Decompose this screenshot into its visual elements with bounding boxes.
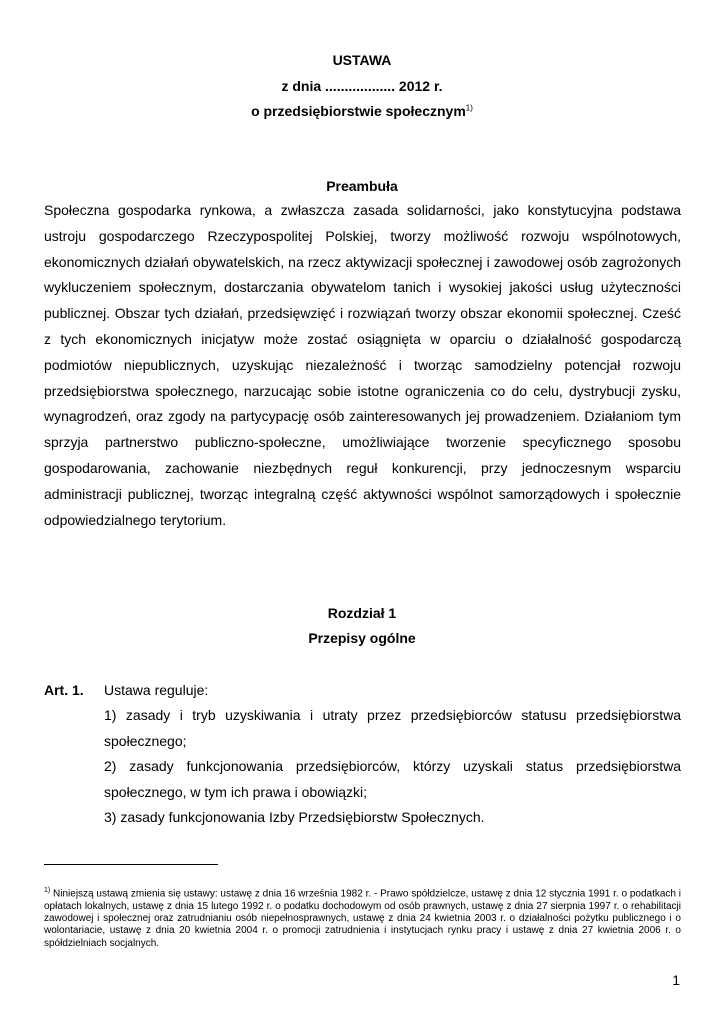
- act-subject-text: o przedsiębiorstwie społecznym: [251, 103, 466, 119]
- footnote-separator: [44, 864, 218, 865]
- footnote: [44, 885, 681, 950]
- chapter-title: Przepisy ogólne: [308, 630, 416, 646]
- act-subject: [44, 103, 680, 119]
- footnote-mark: 1): [44, 887, 51, 894]
- article-item-3: 3) zasady funkcjonowania Izby Przedsiębiorstw Społecznych.: [104, 809, 485, 825]
- preamble-text: Społeczna gospodarka rynkowa, a zwłaszcza zasada solidarności, jako konstytucyjna podstawa ustroju gospodarczego Rzeczypospolitej Polskiej, tworzy możliwość rozwoju wspólnotowych, ekonomicznych działań obywatelskich, na rzecz aktywizacji społecznej i zawodowej osób zagrożonych wykluczeniem społecznym, dostarczania obywatelom tanich i wysokiej jakości usług użyteczności publicznej. Obszar tych działań, przedsięwzięć i rozwiązań tworzy obszar ekonomii społecznej. Cześć z tych ekonomicznych inicjatyw może zostać osiągnięta w oparciu o działalność gospodarczą podmiotów niepublicznych, uzyskując niezależność i tworząc samodzielny potencjał rozwoju przedsiębiorstwa społecznego, narzucając sobie istotne ograniczenia co do celu, dystrybucji zysku, wynagrodzeń, oraz zgody na partycypację osób zainteresowanych jej prowadzeniem. Działaniom tym sprzyja partnerstwo publiczno-społeczne, umożliwiające tworzenie specyficznego sposobu gospodarowania, zachowanie niezbędnych reguł konkurencji, przy jednoczesnym wsparciu administracji publicznej, tworząc integralną część aktywności wspólnot samorządowych i społecznie odpowiedzialnego terytorium.: [44, 202, 681, 528]
- article-label: Art. 1.: [44, 682, 84, 698]
- act-date: z dnia .................. 2012 r.: [281, 78, 443, 94]
- article-item-2: 2) zasady funkcjonowania przedsiębiorców, którzy uzyskali status przedsiębiorstwa społecznego, w tym ich prawa i obowiązki;: [104, 758, 681, 800]
- act-title: USTAWA: [332, 52, 392, 68]
- article-intro: Ustawa reguluje:: [104, 682, 209, 698]
- footnote-text: Niniejszą ustawą zmienia się ustawy: ustawę z dnia 16 września 1982 r. - Prawo spółdzielcze, ustawę z dnia 12 stycznia 1991 r. o podatkach i opłatach lokalnych, ustawę z dnia 15 lutego 1992 r. o podatku dochodowym od osób prawnych, ustawę z dnia 27 sierpnia 1997 r. o rehabilitacji zawodowej i społecznej oraz zatrudnianiu osób niepełnosprawnych, ustawę z dnia 24 kwietnia 2003 r. o działalności pożytku publicznego i o wolontariacie, ustawę z dnia 20 kwietnia 2004 r. o promocji zatrudnienia i instytucjach rynku pracy i ustawę z dnia 27 kwietnia 2006 r. o spółdzielniach socjalnych.: [44, 888, 681, 949]
- chapter-number: Rozdział 1: [327, 605, 397, 621]
- article-item-1: 1) zasady i tryb uzyskiwania i utraty przez przedsiębiorców statusu przedsiębiorstwa społecznego;: [104, 707, 681, 749]
- preamble-heading: Preambuła: [326, 178, 398, 194]
- page-number: 1: [672, 972, 680, 988]
- footnote-reference[interactable]: 1): [465, 103, 473, 113]
